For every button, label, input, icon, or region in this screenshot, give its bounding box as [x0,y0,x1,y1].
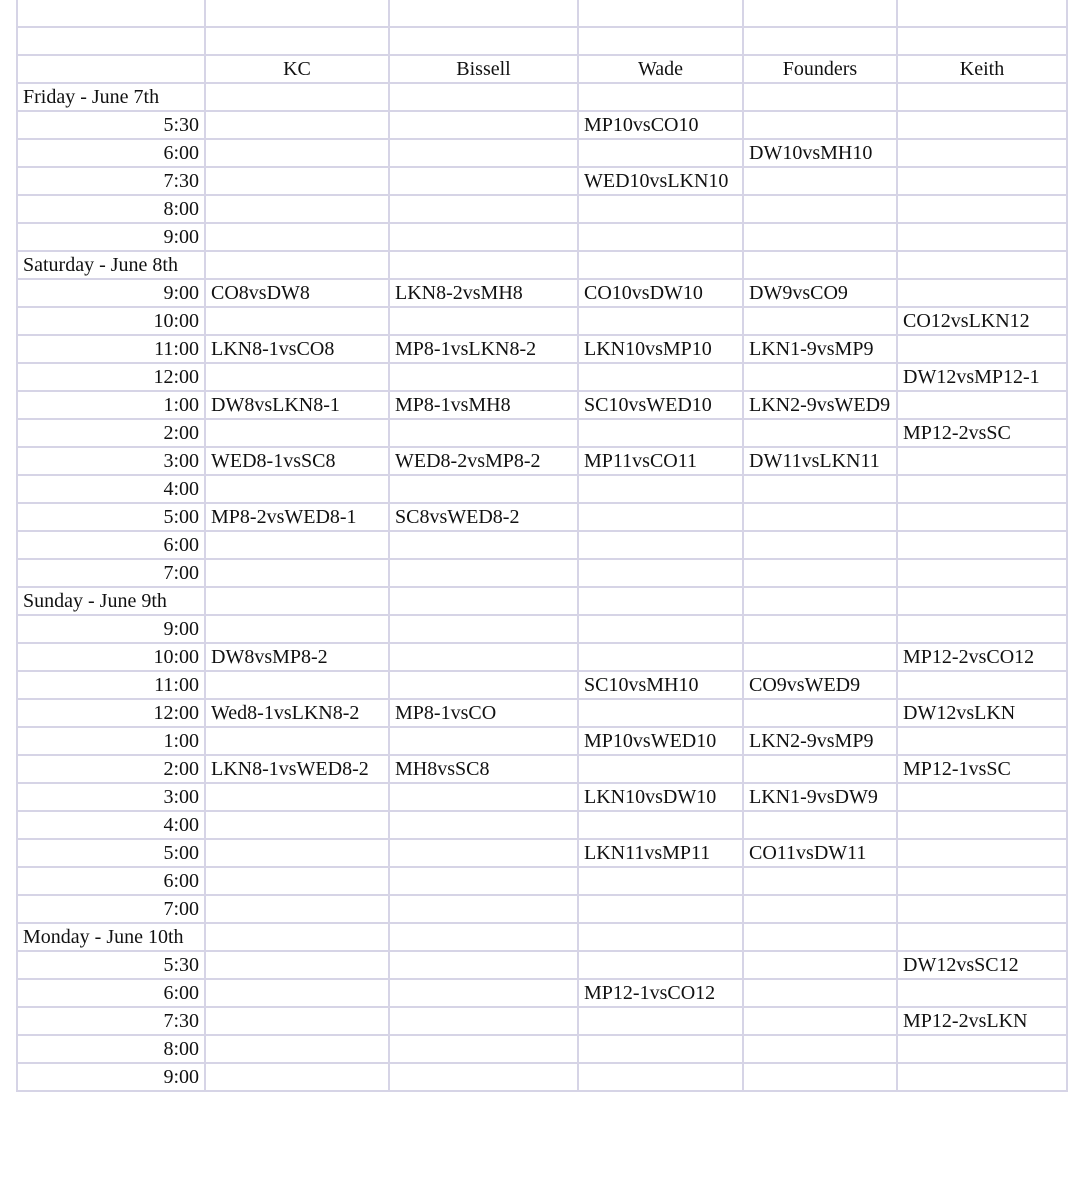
empty-cell[interactable] [389,643,578,671]
day-header-row [17,923,1067,951]
empty-cell[interactable] [205,419,389,447]
time-cell[interactable]: 6:00 [17,867,205,895]
empty-cell[interactable] [205,615,389,643]
empty-cell[interactable] [743,951,897,979]
empty-cell[interactable] [897,447,1067,475]
empty-cell[interactable] [743,699,897,727]
time-slot-row [17,755,1067,783]
empty-cell[interactable] [578,811,743,839]
empty-cell[interactable] [205,811,389,839]
time-slot-row [17,559,1067,587]
empty-cell[interactable] [205,167,389,195]
empty-cell[interactable] [743,867,897,895]
empty-cell[interactable] [743,531,897,559]
empty-cell[interactable] [897,531,1067,559]
time-cell[interactable]: 2:00 [17,755,205,783]
game-cell[interactable]: CO10vsDW10 [578,279,743,307]
empty-cell[interactable] [205,783,389,811]
time-cell[interactable]: 10:00 [17,643,205,671]
game-cell[interactable]: MP12-2vsCO12 [897,643,1067,671]
time-slot-row [17,867,1067,895]
time-cell[interactable]: 5:30 [17,951,205,979]
empty-cell[interactable] [578,531,743,559]
empty-cell[interactable] [897,811,1067,839]
time-cell[interactable]: 7:00 [17,559,205,587]
game-cell[interactable]: MH8vsSC8 [389,755,578,783]
time-cell[interactable]: 7:30 [17,1007,205,1035]
empty-cell[interactable] [205,195,389,223]
empty-cell[interactable] [743,755,897,783]
empty-cell[interactable] [578,951,743,979]
empty-cell[interactable] [743,363,897,391]
empty-cell[interactable] [205,475,389,503]
time-cell[interactable]: 3:00 [17,783,205,811]
empty-cell[interactable] [389,0,578,27]
empty-cell[interactable] [389,951,578,979]
empty-cell[interactable] [205,951,389,979]
empty-cell[interactable] [389,587,578,615]
day-label-cell[interactable]: Monday - June 10th [17,923,205,951]
time-slot-row [17,447,1067,475]
time-slot-row [17,895,1067,923]
time-slot-row [17,615,1067,643]
day-header-row [17,83,1067,111]
empty-cell[interactable] [743,559,897,587]
empty-cell[interactable] [897,139,1067,167]
empty-cell[interactable] [743,811,897,839]
empty-cell[interactable] [578,643,743,671]
empty-cell[interactable] [205,1007,389,1035]
empty-cell[interactable] [743,111,897,139]
empty-cell[interactable] [897,279,1067,307]
empty-cell[interactable] [389,895,578,923]
empty-cell[interactable] [743,83,897,111]
game-cell[interactable]: MP12-2vsLKN [897,1007,1067,1035]
empty-cell[interactable] [578,1035,743,1063]
empty-cell[interactable] [205,587,389,615]
schedule-spreadsheet [16,0,1068,1092]
game-cell[interactable]: DW8vsMP8-2 [205,643,389,671]
game-cell[interactable]: CO11vsDW11 [743,839,897,867]
empty-cell[interactable] [897,503,1067,531]
empty-cell[interactable] [389,167,578,195]
game-cell[interactable]: LKN2-9vsWED9 [743,391,897,419]
time-slot-row [17,167,1067,195]
empty-cell[interactable] [389,923,578,951]
time-cell[interactable]: 11:00 [17,671,205,699]
time-slot-row [17,727,1067,755]
game-cell[interactable]: DW11vsLKN11 [743,447,897,475]
empty-cell[interactable] [17,0,205,27]
empty-cell[interactable] [389,671,578,699]
empty-cell[interactable] [743,251,897,279]
empty-cell[interactable] [897,1035,1067,1063]
game-cell[interactable]: MP10vsWED10 [578,727,743,755]
empty-cell[interactable] [205,727,389,755]
empty-cell[interactable] [389,27,578,55]
empty-cell[interactable] [389,531,578,559]
game-cell[interactable]: LKN10vsMP10 [578,335,743,363]
empty-cell[interactable] [389,559,578,587]
game-cell[interactable]: LKN8-2vsMH8 [389,279,578,307]
empty-cell[interactable] [743,27,897,55]
empty-cell[interactable] [743,615,897,643]
day-label-cell[interactable]: Saturday - June 8th [17,251,205,279]
time-slot-row [17,671,1067,699]
empty-cell[interactable] [578,419,743,447]
empty-cell[interactable] [578,83,743,111]
empty-cell[interactable] [389,251,578,279]
time-cell[interactable]: 4:00 [17,811,205,839]
time-cell[interactable]: 12:00 [17,699,205,727]
blank-row [17,27,1067,55]
game-cell[interactable]: MP8-2vsWED8-1 [205,503,389,531]
empty-cell[interactable] [389,783,578,811]
empty-cell[interactable] [897,895,1067,923]
column-header-cell[interactable]: Keith [897,55,1067,83]
time-cell[interactable]: 4:00 [17,475,205,503]
empty-cell[interactable] [389,1007,578,1035]
empty-cell[interactable] [897,671,1067,699]
game-cell[interactable]: CO8vsDW8 [205,279,389,307]
time-cell[interactable]: 6:00 [17,139,205,167]
time-slot-row [17,1007,1067,1035]
game-cell[interactable]: LKN1-9vsMP9 [743,335,897,363]
time-cell[interactable]: 10:00 [17,307,205,335]
time-cell[interactable]: 12:00 [17,363,205,391]
time-cell[interactable]: 5:00 [17,839,205,867]
empty-cell[interactable] [743,1035,897,1063]
empty-cell[interactable] [205,1063,389,1091]
time-slot-row [17,811,1067,839]
empty-cell[interactable] [897,27,1067,55]
empty-cell[interactable] [578,363,743,391]
empty-cell[interactable] [389,139,578,167]
empty-cell[interactable] [578,559,743,587]
time-slot-row [17,223,1067,251]
empty-cell[interactable] [205,531,389,559]
game-cell[interactable]: SC8vsWED8-2 [389,503,578,531]
empty-cell[interactable] [578,307,743,335]
empty-cell[interactable] [17,27,205,55]
time-slot-row [17,307,1067,335]
game-cell[interactable]: DW12vsLKN [897,699,1067,727]
empty-cell[interactable] [743,0,897,27]
game-cell[interactable]: Wed8-1vsLKN8-2 [205,699,389,727]
empty-cell[interactable] [743,1063,897,1091]
empty-cell[interactable] [743,587,897,615]
time-cell[interactable]: 3:00 [17,447,205,475]
game-cell[interactable]: DW12vsMP12-1 [897,363,1067,391]
empty-cell[interactable] [897,195,1067,223]
empty-cell[interactable] [743,979,897,1007]
empty-cell[interactable] [897,391,1067,419]
empty-cell[interactable] [743,195,897,223]
empty-cell[interactable] [743,503,897,531]
empty-cell[interactable] [743,895,897,923]
empty-cell[interactable] [389,419,578,447]
empty-cell[interactable] [897,867,1067,895]
time-slot-row [17,951,1067,979]
empty-cell[interactable] [743,475,897,503]
empty-cell[interactable] [205,27,389,55]
game-cell[interactable]: SC10vsWED10 [578,391,743,419]
empty-cell[interactable] [743,419,897,447]
time-slot-row [17,1035,1067,1063]
empty-cell[interactable] [389,1063,578,1091]
empty-cell[interactable] [578,867,743,895]
empty-cell[interactable] [205,867,389,895]
empty-cell[interactable] [743,643,897,671]
empty-cell[interactable] [578,475,743,503]
empty-cell[interactable] [205,363,389,391]
game-cell[interactable]: WED10vsLKN10 [578,167,743,195]
empty-cell[interactable] [743,923,897,951]
time-slot-row [17,139,1067,167]
time-cell[interactable]: 6:00 [17,531,205,559]
empty-cell[interactable] [389,839,578,867]
empty-cell[interactable] [897,223,1067,251]
empty-cell[interactable] [578,251,743,279]
time-slot-row [17,643,1067,671]
time-slot-row [17,363,1067,391]
empty-cell[interactable] [897,83,1067,111]
empty-cell[interactable] [205,1035,389,1063]
time-slot-row [17,1063,1067,1091]
empty-cell[interactable] [897,251,1067,279]
empty-cell[interactable] [578,139,743,167]
empty-cell[interactable] [897,167,1067,195]
empty-cell[interactable] [205,83,389,111]
empty-cell[interactable] [743,307,897,335]
time-slot-row [17,111,1067,139]
empty-cell[interactable] [578,503,743,531]
time-cell[interactable]: 5:30 [17,111,205,139]
day-label-cell[interactable]: Sunday - June 9th [17,587,205,615]
blank-row [17,0,1067,27]
empty-cell[interactable] [897,111,1067,139]
empty-cell[interactable] [205,923,389,951]
empty-cell[interactable] [389,811,578,839]
empty-cell[interactable] [578,195,743,223]
empty-cell[interactable] [17,55,205,83]
game-cell[interactable]: LKN1-9vsDW9 [743,783,897,811]
empty-cell[interactable] [897,839,1067,867]
game-cell[interactable]: MP8-1vsCO [389,699,578,727]
empty-cell[interactable] [897,335,1067,363]
empty-cell[interactable] [578,27,743,55]
time-cell[interactable]: 7:00 [17,895,205,923]
day-label-cell[interactable]: Friday - June 7th [17,83,205,111]
empty-cell[interactable] [205,251,389,279]
game-cell[interactable]: LKN10vsDW10 [578,783,743,811]
time-cell[interactable]: 9:00 [17,615,205,643]
empty-cell[interactable] [205,307,389,335]
empty-cell[interactable] [897,559,1067,587]
empty-cell[interactable] [205,223,389,251]
time-slot-row [17,335,1067,363]
time-slot-row [17,839,1067,867]
empty-cell[interactable] [205,979,389,1007]
time-slot-row [17,419,1067,447]
time-slot-row [17,391,1067,419]
game-cell[interactable]: LKN8-1vsCO8 [205,335,389,363]
empty-cell[interactable] [389,1035,578,1063]
empty-cell[interactable] [578,699,743,727]
empty-cell[interactable] [389,83,578,111]
column-header-cell[interactable]: Bissell [389,55,578,83]
empty-cell[interactable] [743,167,897,195]
time-slot-row [17,503,1067,531]
time-cell[interactable]: 7:30 [17,167,205,195]
day-header-row [17,587,1067,615]
empty-cell[interactable] [578,923,743,951]
empty-cell[interactable] [897,979,1067,1007]
empty-cell[interactable] [897,727,1067,755]
time-slot-row [17,195,1067,223]
empty-cell[interactable] [389,223,578,251]
game-cell[interactable]: SC10vsMH10 [578,671,743,699]
empty-cell[interactable] [205,111,389,139]
time-slot-row [17,475,1067,503]
empty-cell[interactable] [897,1063,1067,1091]
time-cell[interactable]: 8:00 [17,195,205,223]
empty-cell[interactable] [205,839,389,867]
game-cell[interactable]: MP11vsCO11 [578,447,743,475]
game-cell[interactable]: WED8-2vsMP8-2 [389,447,578,475]
game-cell[interactable]: MP12-2vsSC [897,419,1067,447]
empty-cell[interactable] [578,1007,743,1035]
empty-cell[interactable] [897,475,1067,503]
game-cell[interactable]: MP8-1vsMH8 [389,391,578,419]
empty-cell[interactable] [205,895,389,923]
empty-cell[interactable] [205,671,389,699]
time-cell[interactable]: 2:00 [17,419,205,447]
time-slot-row [17,699,1067,727]
game-cell[interactable]: MP10vsCO10 [578,111,743,139]
empty-cell[interactable] [578,755,743,783]
empty-cell[interactable] [389,867,578,895]
empty-cell[interactable] [205,559,389,587]
time-cell[interactable]: 1:00 [17,391,205,419]
time-cell[interactable]: 9:00 [17,223,205,251]
empty-cell[interactable] [897,587,1067,615]
time-cell[interactable]: 5:00 [17,503,205,531]
schedule-grid [17,0,1067,1091]
empty-cell[interactable] [897,0,1067,27]
game-cell[interactable]: CO12vsLKN12 [897,307,1067,335]
empty-cell[interactable] [389,363,578,391]
empty-cell[interactable] [389,195,578,223]
empty-cell[interactable] [897,615,1067,643]
time-cell[interactable]: 8:00 [17,1035,205,1063]
time-cell[interactable]: 9:00 [17,279,205,307]
empty-cell[interactable] [743,223,897,251]
time-slot-row [17,979,1067,1007]
column-header-cell[interactable]: Wade [578,55,743,83]
empty-cell[interactable] [389,979,578,1007]
game-cell[interactable]: LKN2-9vsMP9 [743,727,897,755]
game-cell[interactable]: DW8vsLKN8-1 [205,391,389,419]
empty-cell[interactable] [578,587,743,615]
column-header-row [17,55,1067,83]
column-header-cell[interactable]: KC [205,55,389,83]
empty-cell[interactable] [389,475,578,503]
empty-cell[interactable] [578,895,743,923]
empty-cell[interactable] [389,307,578,335]
day-header-row [17,251,1067,279]
time-cell[interactable]: 1:00 [17,727,205,755]
empty-cell[interactable] [205,0,389,27]
empty-cell[interactable] [897,923,1067,951]
empty-cell[interactable] [205,139,389,167]
time-cell[interactable]: 11:00 [17,335,205,363]
time-slot-row [17,531,1067,559]
time-slot-row [17,279,1067,307]
game-cell[interactable]: DW10vsMH10 [743,139,897,167]
game-cell[interactable]: MP12-1vsSC [897,755,1067,783]
empty-cell[interactable] [389,727,578,755]
empty-cell[interactable] [897,783,1067,811]
game-cell[interactable]: WED8-1vsSC8 [205,447,389,475]
game-cell[interactable]: MP12-1vsCO12 [578,979,743,1007]
time-cell[interactable]: 9:00 [17,1063,205,1091]
empty-cell[interactable] [578,615,743,643]
empty-cell[interactable] [389,111,578,139]
game-cell[interactable]: DW12vsSC12 [897,951,1067,979]
time-cell[interactable]: 6:00 [17,979,205,1007]
game-cell[interactable]: DW9vsCO9 [743,279,897,307]
empty-cell[interactable] [389,615,578,643]
game-cell[interactable]: CO9vsWED9 [743,671,897,699]
game-cell[interactable]: LKN11vsMP11 [578,839,743,867]
game-cell[interactable]: MP8-1vsLKN8-2 [389,335,578,363]
time-slot-row [17,783,1067,811]
column-header-cell[interactable]: Founders [743,55,897,83]
empty-cell[interactable] [743,1007,897,1035]
empty-cell[interactable] [578,1063,743,1091]
empty-cell[interactable] [578,0,743,27]
empty-cell[interactable] [578,223,743,251]
game-cell[interactable]: LKN8-1vsWED8-2 [205,755,389,783]
